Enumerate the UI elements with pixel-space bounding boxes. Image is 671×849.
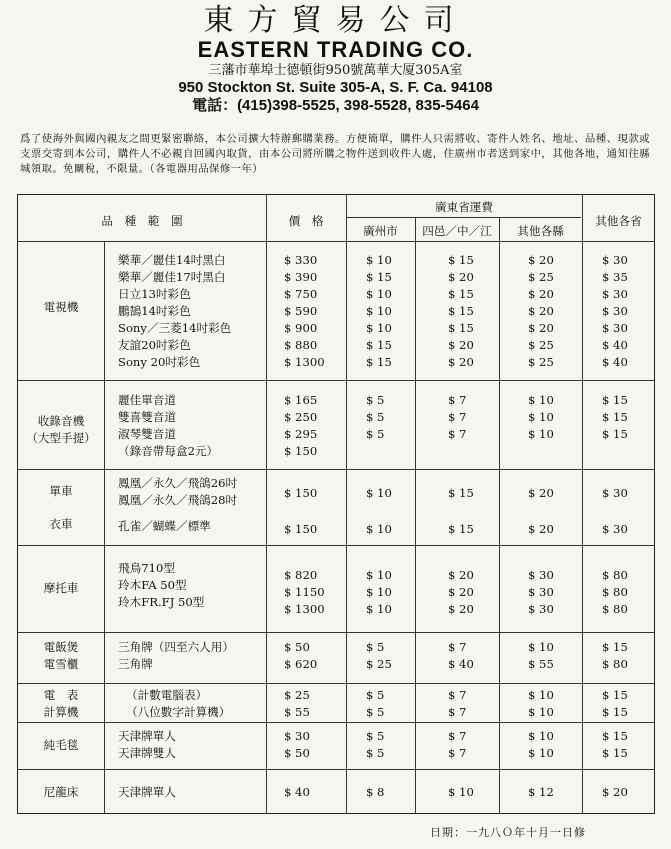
table-cell: $ 15 [366, 355, 392, 369]
four-nylon-bed [448, 784, 474, 801]
four-motorcycle [448, 567, 474, 618]
table-cell: 鳳凰／永久／飛鴿28吋 [118, 493, 238, 507]
items-sewing-machine [118, 518, 211, 535]
table-cell: 三角牌 [118, 657, 153, 671]
table-cell: Sony／三菱14吋彩色 [118, 321, 232, 335]
column-divider [499, 217, 500, 813]
table-cell: $ 10 [528, 427, 554, 441]
prov-electronics [602, 687, 628, 721]
table-cell: $ 20 [528, 522, 554, 536]
header-sub-rule [346, 217, 581, 218]
intro-paragraph: 爲了使海外與國內親友之間更緊密聯絡，本公司擴大特辦郵購業務。方便簡單，購件人只需將收、寄件人姓名、地址、品種、現款或支票交寄到本公司，購件人不必親自回國內取貨，由本公司將所購之物件送到收件人處，住廣州市者送到家中，其他各地，通知往縣城領取。免關稅，不限量。（各電器用品保修一年） [20, 133, 650, 175]
prov-appliances [602, 639, 628, 673]
row-rule [18, 545, 654, 546]
phone-numbers: 電話：(415)398-5525, 398-5528, 835-5464 [192, 97, 479, 114]
category-sewing-machine: 衣車 [49, 517, 73, 531]
table-cell: $ 5 [366, 410, 385, 424]
table-cell: Sony 20吋彩色 [118, 355, 201, 369]
table-cell: $ 20 [448, 585, 474, 599]
table-cell: $ 165 [284, 393, 318, 407]
header-price: 價 格 [288, 214, 324, 228]
prices-electronics [284, 687, 310, 721]
table-cell: $ 55 [528, 657, 554, 671]
table-cell: $ 15 [366, 338, 392, 352]
other-sewing-machine [528, 521, 554, 538]
prov-blanket [602, 728, 628, 762]
table-cell: $ 30 [284, 729, 310, 743]
table-cell: $ 5 [366, 729, 385, 743]
table-cell: $ 7 [448, 640, 467, 654]
other-radio [528, 392, 554, 443]
row-rule [18, 380, 654, 381]
table-cell: $ 620 [284, 657, 318, 671]
table-cell: $ 10 [448, 785, 474, 799]
table-cell: $ 10 [366, 522, 392, 536]
gz-blanket [366, 728, 384, 762]
prices-bicycle [284, 485, 317, 502]
header-category: 品 種 範 圍 [101, 214, 183, 228]
gz-motorcycle [366, 567, 392, 618]
category-divider [104, 241, 105, 813]
table-cell: $ 25 [528, 338, 554, 352]
table-cell: 天津牌單人 [118, 729, 176, 743]
table-cell: $ 7 [448, 427, 467, 441]
table-cell: $ 820 [284, 568, 318, 582]
header-other-provinces: 其他各省 [595, 214, 642, 228]
table-cell: $ 15 [602, 393, 628, 407]
table-cell: 三角牌（四至六人用） [118, 640, 234, 654]
prices-radio [284, 392, 317, 460]
category-bicycle: 單車 [49, 484, 73, 498]
table-cell: $ 250 [284, 410, 318, 424]
table-cell: $ 30 [528, 585, 554, 599]
other-electronics [528, 687, 554, 721]
prices-blanket [284, 728, 310, 762]
prov-nylon-bed [602, 784, 628, 801]
table-cell: $ 5 [366, 746, 385, 760]
table-cell: 孔雀／蝴蝶／標準 [118, 519, 211, 533]
table-cell: 樂華／麗佳14吋黑白 [118, 253, 226, 267]
items-motorcycle [118, 560, 204, 611]
table-cell: $ 20 [448, 270, 474, 284]
column-divider [415, 217, 416, 813]
four-sewing-machine [448, 521, 474, 538]
company-name-chinese: 東方貿易公司 [203, 3, 468, 38]
table-cell: $ 15 [602, 746, 628, 760]
table-cell: $ 12 [528, 785, 554, 799]
four-blanket [448, 728, 466, 762]
table-cell: $ 25 [528, 270, 554, 284]
gz-radio [366, 392, 384, 443]
table-cell: $ 10 [366, 287, 392, 301]
prices-appliances [284, 639, 317, 673]
price-table [17, 194, 655, 814]
table-cell: $ 295 [284, 427, 318, 441]
table-cell: $ 10 [366, 253, 392, 267]
header-four-districts: 四邑／中／江 [422, 224, 492, 238]
row-rule [18, 632, 654, 633]
category-radio: 收錄音機 [37, 414, 85, 428]
table-cell: 日立13吋彩色 [118, 287, 191, 301]
table-cell: $ 30 [602, 287, 628, 301]
header-other-counties: 其他各縣 [517, 224, 564, 238]
table-cell: $ 80 [602, 602, 628, 616]
table-cell: $ 15 [602, 410, 628, 424]
header-guangdong-shipping: 廣東省運費 [435, 200, 493, 214]
table-cell: $ 15 [602, 640, 628, 654]
table-cell: $ 30 [528, 568, 554, 582]
other-blanket [528, 728, 554, 762]
table-cell: $ 1150 [284, 585, 325, 599]
table-cell: $ 80 [602, 585, 628, 599]
table-cell: $ 10 [528, 688, 554, 702]
prov-tv [602, 252, 628, 371]
four-bicycle [448, 485, 474, 502]
table-cell: $ 55 [284, 705, 310, 719]
gz-appliances [366, 639, 392, 673]
items-blanket [118, 728, 176, 762]
address-english: 950 Stockton St. Suite 305-A, S. F. Ca. 94108 [178, 79, 493, 96]
table-cell: $ 10 [366, 585, 392, 599]
table-cell: $ 20 [448, 602, 474, 616]
items-tv [118, 252, 231, 371]
table-cell: 友誼20吋彩色 [118, 338, 191, 352]
table-cell: 天津牌雙人 [118, 746, 176, 760]
four-electronics [448, 687, 466, 721]
table-cell: $ 15 [448, 321, 474, 335]
table-cell: 雙喜雙音道 [118, 410, 176, 424]
four-tv [448, 252, 474, 371]
table-cell: $ 20 [448, 338, 474, 352]
header-guangzhou: 廣州市 [363, 224, 398, 238]
table-cell: 樂華／麗佳17吋黑白 [118, 270, 226, 284]
items-bicycle [118, 475, 237, 509]
table-cell: $ 20 [528, 486, 554, 500]
table-cell: （錄音帶每盒2元） [118, 444, 219, 458]
letterhead [0, 4, 671, 115]
table-cell: $ 25 [528, 355, 554, 369]
table-cell: $ 7 [448, 393, 467, 407]
table-cell: $ 40 [602, 338, 628, 352]
table-cell: 天津牌單人 [118, 785, 176, 799]
table-cell: $ 30 [602, 253, 628, 267]
prov-motorcycle [602, 567, 628, 618]
row-rule [18, 722, 654, 723]
table-cell: $ 20 [602, 785, 628, 799]
table-cell: $ 880 [284, 338, 318, 352]
four-appliances [448, 639, 474, 673]
category-refrigerator: 電雪櫃 [43, 657, 79, 671]
category-rice-cooker: 電飯煲 [43, 640, 79, 654]
table-cell: $ 10 [366, 304, 392, 318]
revision-date: 日期：一九八Ｏ年十月一日修 [430, 826, 586, 839]
table-cell: $ 15 [448, 253, 474, 267]
table-cell: $ 15 [366, 270, 392, 284]
table-cell: $ 15 [448, 304, 474, 318]
table-cell: $ 10 [366, 321, 392, 335]
category-motorcycle: 摩托車 [43, 581, 79, 595]
table-cell: $ 5 [366, 393, 385, 407]
table-cell: $ 20 [448, 355, 474, 369]
table-cell: $ 40 [284, 785, 310, 799]
table-cell: $ 5 [366, 640, 385, 654]
table-cell: $ 15 [448, 287, 474, 301]
prices-motorcycle [284, 567, 325, 618]
category-calculator: 計算機 [43, 705, 79, 719]
prices-nylon-bed [284, 784, 310, 801]
table-cell: $ 8 [366, 785, 385, 799]
table-cell: 麗佳單音道 [118, 393, 176, 407]
table-cell: $ 10 [528, 393, 554, 407]
prices-tv [284, 252, 325, 371]
other-appliances [528, 639, 554, 673]
table-cell: $ 15 [602, 705, 628, 719]
table-cell: 玲木FA 50型 [118, 578, 187, 592]
table-cell: $ 5 [366, 705, 385, 719]
table-cell: $ 10 [366, 602, 392, 616]
table-cell: $ 10 [366, 568, 392, 582]
table-cell: $ 7 [448, 746, 467, 760]
company-name-english: EASTERN TRADING CO. [197, 37, 474, 62]
gz-tv [366, 252, 392, 371]
table-cell: $ 15 [448, 522, 474, 536]
table-cell: $ 150 [284, 444, 318, 458]
table-cell: $ 330 [284, 253, 318, 267]
items-electronics [126, 687, 230, 721]
table-cell: $ 10 [366, 486, 392, 500]
other-nylon-bed [528, 784, 554, 801]
table-cell: $ 30 [602, 486, 628, 500]
table-cell: 淑琴雙音道 [118, 427, 176, 441]
table-cell: 鵬鵠14吋彩色 [118, 304, 191, 318]
prov-bicycle [602, 485, 628, 502]
table-cell: $ 20 [528, 287, 554, 301]
table-cell: $ 50 [284, 746, 310, 760]
table-cell: 鳳凰／永久／飛鴿26吋 [118, 476, 238, 490]
gz-electronics [366, 687, 384, 721]
four-radio [448, 392, 466, 443]
other-tv [528, 252, 554, 371]
category-radio-sub: （大型手提） [26, 431, 96, 445]
table-cell: $ 1300 [284, 602, 325, 616]
table-cell: $ 15 [602, 688, 628, 702]
table-cell: $ 10 [528, 746, 554, 760]
table-cell: $ 20 [528, 321, 554, 335]
table-cell: $ 20 [528, 253, 554, 267]
table-cell: $ 20 [448, 568, 474, 582]
prices-sewing-machine [284, 521, 317, 538]
category-watch: 電 表 [43, 688, 79, 702]
table-cell: $ 7 [448, 729, 467, 743]
table-cell: $ 30 [602, 321, 628, 335]
prov-radio [602, 392, 628, 443]
items-appliances [118, 639, 234, 673]
table-cell: $ 30 [602, 304, 628, 318]
table-cell: $ 900 [284, 321, 318, 335]
table-cell: $ 30 [602, 522, 628, 536]
table-cell: $ 5 [366, 688, 385, 702]
table-cell: $ 15 [448, 486, 474, 500]
table-cell: $ 150 [284, 522, 318, 536]
table-cell: $ 390 [284, 270, 318, 284]
gz-bicycle [366, 485, 392, 502]
header-rule [18, 241, 654, 242]
table-cell: （計數電腦表） [126, 688, 208, 702]
table-cell: $ 40 [602, 355, 628, 369]
gz-nylon-bed [366, 784, 384, 801]
table-cell: $ 10 [528, 410, 554, 424]
table-cell: 飛鳥710型 [118, 561, 175, 575]
address-chinese: 三藩市華埠士德頓街950號萬華大厦305A室 [208, 63, 463, 78]
table-cell: $ 7 [448, 410, 467, 424]
table-cell: （八位數字計算機） [126, 705, 231, 719]
table-cell: $ 25 [284, 688, 310, 702]
table-cell: $ 40 [448, 657, 474, 671]
table-cell: 玲木FR.FJ 50型 [118, 595, 205, 609]
table-cell: $ 80 [602, 657, 628, 671]
column-divider [582, 195, 583, 813]
table-cell: $ 7 [448, 705, 467, 719]
other-bicycle [528, 485, 554, 502]
table-cell: $ 30 [528, 602, 554, 616]
table-cell: $ 15 [602, 427, 628, 441]
prov-sewing-machine [602, 521, 628, 538]
table-cell: $ 150 [284, 486, 318, 500]
other-motorcycle [528, 567, 554, 618]
table-cell: $ 1300 [284, 355, 325, 369]
category-wool-blanket: 純毛毯 [43, 738, 79, 752]
table-cell: $ 35 [602, 270, 628, 284]
column-divider [346, 195, 347, 813]
table-cell: $ 5 [366, 427, 385, 441]
table-cell: $ 10 [528, 640, 554, 654]
table-cell: $ 80 [602, 568, 628, 582]
table-cell: $ 590 [284, 304, 318, 318]
table-cell: $ 50 [284, 640, 310, 654]
items-radio [118, 392, 218, 460]
row-rule [18, 683, 654, 684]
table-cell: $ 15 [602, 729, 628, 743]
gz-sewing-machine [366, 521, 392, 538]
table-cell: $ 10 [528, 705, 554, 719]
table-cell: $ 750 [284, 287, 318, 301]
category-tv: 電視機 [43, 300, 79, 314]
table-cell: $ 10 [528, 729, 554, 743]
category-nylon-bed: 尼龍床 [43, 785, 79, 799]
row-rule [18, 469, 654, 470]
items-nylon-bed [118, 784, 176, 801]
table-cell: $ 25 [366, 657, 392, 671]
table-cell: $ 20 [528, 304, 554, 318]
column-divider [266, 195, 267, 813]
table-cell: $ 7 [448, 688, 467, 702]
row-rule [18, 769, 654, 770]
